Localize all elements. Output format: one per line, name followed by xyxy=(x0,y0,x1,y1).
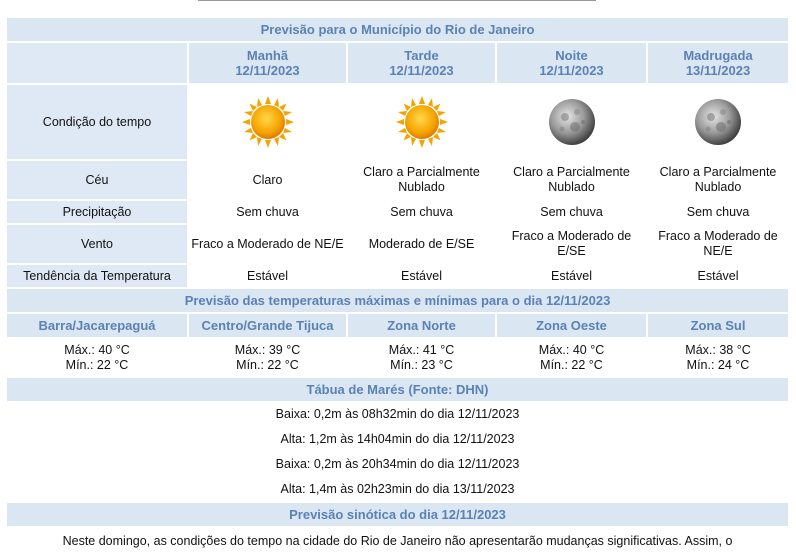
period-date: 12/11/2023 xyxy=(235,63,300,78)
tide-item: Alta: 1,4m às 02h23min do dia 13/11/2023 xyxy=(7,478,788,501)
sun-icon xyxy=(241,95,295,149)
temp-cell-oeste xyxy=(497,339,646,376)
temp-min: Mín.: 23 °C xyxy=(390,357,453,372)
temp-cell-barra xyxy=(7,339,187,376)
condition-cell-noite xyxy=(497,85,646,159)
ceu-manha: Claro xyxy=(189,161,346,199)
row-label-precipitacao: Precipitação xyxy=(7,201,187,223)
ceu-tarde: Claro a Parcialmente Nublado xyxy=(348,161,495,199)
temp-max: Máx.: 38 °C xyxy=(685,342,751,357)
empty-corner xyxy=(7,43,187,83)
period-date: 12/11/2023 xyxy=(539,63,604,78)
tide-item: Baixa: 0,2m às 20h34min do dia 12/11/2023 xyxy=(7,453,788,476)
tides-title: Tábua de Marés (Fonte: DHN) xyxy=(7,378,788,401)
temp-cell-sul xyxy=(648,339,788,376)
tendencia-noite: Estável xyxy=(497,265,646,287)
period-date: 12/11/2023 xyxy=(389,63,454,78)
precipitacao-madrugada: Sem chuva xyxy=(648,201,788,223)
forecast-table xyxy=(5,16,790,560)
tendencia-manha: Estável xyxy=(189,265,346,287)
temp-max: Máx.: 40 °C xyxy=(538,342,605,357)
period-header-tarde xyxy=(348,43,495,83)
moon-icon xyxy=(693,97,743,147)
period-date: 13/11/2023 xyxy=(685,63,751,78)
condition-cell-tarde xyxy=(348,85,495,159)
ceu-noite: Claro a Parcialmente Nublado xyxy=(497,161,646,199)
period-name: Madrugada xyxy=(683,48,753,63)
precipitacao-manha: Sem chuva xyxy=(189,201,346,223)
temp-cell-norte xyxy=(348,339,495,376)
zone-header-oeste: Zona Oeste xyxy=(497,314,646,337)
tendencia-madrugada: Estável xyxy=(648,265,788,287)
temp-max: Máx.: 40 °C xyxy=(64,342,130,357)
row-label-ceu: Céu xyxy=(7,161,187,199)
vento-madrugada: Fraco a Moderado de NE/E xyxy=(648,225,788,263)
period-name: Noite xyxy=(555,48,588,63)
temp-cell-centro xyxy=(189,339,346,376)
tide-item: Alta: 1,2m às 14h04min do dia 12/11/2023 xyxy=(7,428,788,451)
vento-tarde: Moderado de E/SE xyxy=(348,225,495,263)
condition-cell-manha xyxy=(189,85,346,159)
vento-noite: Fraco a Moderado de E/SE xyxy=(497,225,646,263)
temps-title: Previsão das temperaturas máximas e mínimas para o dia 12/11/2023 xyxy=(7,289,788,312)
temp-max: Máx.: 39 °C xyxy=(234,342,301,357)
row-label-condicao: Condição do tempo xyxy=(7,85,187,159)
period-name: Manhã xyxy=(246,48,289,63)
row-label-vento: Vento xyxy=(7,225,187,263)
synoptic-text: Neste domingo, as condições do tempo na cidade do Rio de Janeiro não apresentarão mudanças significativas. Assim, o xyxy=(7,528,788,558)
temp-min: Mín.: 22 °C xyxy=(540,357,603,372)
forecast-title: Previsão para o Município do Rio de Janeiro xyxy=(7,18,788,41)
condition-cell-madrugada xyxy=(648,85,788,159)
period-header-manha xyxy=(189,43,346,83)
temp-min: Mín.: 24 °C xyxy=(686,357,750,372)
zone-header-norte: Zona Norte xyxy=(348,314,495,337)
sun-icon xyxy=(395,95,449,149)
zone-header-barra: Barra/Jacarepaguá xyxy=(7,314,187,337)
tendencia-tarde: Estável xyxy=(348,265,495,287)
temp-min: Mín.: 22 °C xyxy=(236,357,299,372)
top-divider xyxy=(198,0,596,1)
period-header-madrugada xyxy=(648,43,788,83)
temp-min: Mín.: 22 °C xyxy=(65,357,129,372)
precipitacao-tarde: Sem chuva xyxy=(348,201,495,223)
period-name: Tarde xyxy=(404,48,439,63)
precipitacao-noite: Sem chuva xyxy=(497,201,646,223)
zone-header-sul: Zona Sul xyxy=(648,314,788,337)
synoptic-title: Previsão sinótica do dia 12/11/2023 xyxy=(7,503,788,526)
tide-item: Baixa: 0,2m às 08h32min do dia 12/11/2023 xyxy=(7,403,788,426)
zone-header-centro: Centro/Grande Tijuca xyxy=(189,314,346,337)
vento-manha: Fraco a Moderado de NE/E xyxy=(189,225,346,263)
temp-max: Máx.: 41 °C xyxy=(388,342,455,357)
moon-icon xyxy=(547,97,597,147)
ceu-madrugada: Claro a Parcialmente Nublado xyxy=(648,161,788,199)
row-label-tendencia: Tendência da Temperatura xyxy=(7,265,187,287)
period-header-noite xyxy=(497,43,646,83)
